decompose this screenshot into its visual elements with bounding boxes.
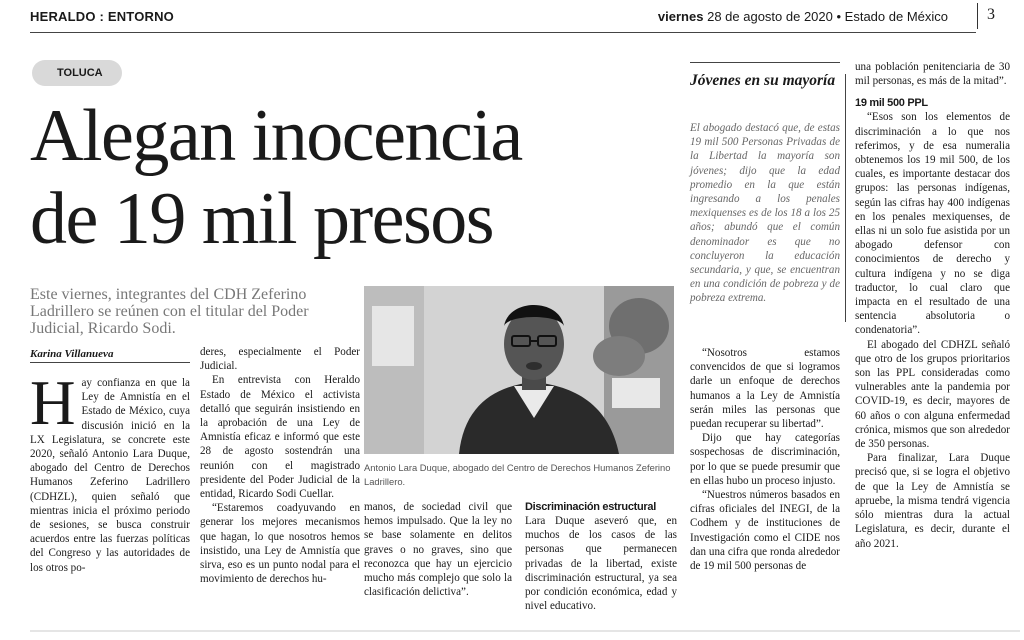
article-paragraph: manos, de sociedad civil que hemos impulsado. Que la ley no se base solamente en delitos graves o no graves, sino que reconozca que hay un ejercicio mucho más complejo que solo la clasificación delictiva”. [364,501,512,599]
section-tag: TOLUCA [32,60,122,86]
column-divider [845,74,846,322]
article-paragraph: Para finalizar, Lara Duque precisó que, si se logra el objetivo de que la Ley de Amnistía se apruebe, la misma tendrá vigencia sólo mientras dura la actual Legislatura, es decir, durante el año 2021. [855,452,1010,550]
issue-day: 28 de agosto de 2020 [707,9,833,24]
issue-weekday: viernes [657,9,704,24]
section-heading: Discriminación estructural [525,501,656,513]
drop-cap: H [30,368,76,438]
article-paragraph: El abogado del CDHZL señaló que otro de los grupos prioritarios son las PPL consideradas como vulnerables ante la pandemia por COVID-19, es decir, mayores de 60 años o con alguna enfermedad crónica, mismos que son alrededor de 350 personas. [855,338,1010,451]
article-paragraph: Dijo que hay categorías sospechosas de discriminación, por lo que se puede presumir que en ellas hubo un proceso injusto. [690,432,840,487]
sidebar-title: Jóvenes en su mayoría [690,72,836,89]
sidebar-rule [690,62,840,63]
article-paragraph: “Estaremos coadyuvando en generar los mejores mecanismos que hagan, lo que nosotros hemos insistido, una Ley de Amnistía que sirva, eso es un punto nodal para el movimiento de derechos hu- [200,502,360,586]
photo-caption: Antonio Lara Duque, abogado del Centro de Derechos Humanos Zeferino Ladrillero. [364,462,671,487]
article-paragraph: deres, especialmente el Poder Judicial. [200,346,360,373]
footer-rule [30,630,1020,632]
article-paragraph: “Nuestros números basados en cifras oficiales del INEGI, de la Codhem y de instituciones de Investigación como el CIDE nos dan una cifra que ronda alrededor de 19 mil 500 personas de [690,489,840,573]
byline-rule [30,362,190,363]
portrait-illustration [364,286,674,454]
article-column-1 [30,368,190,575]
sidebar-text: El abogado destacó que, de estas 19 mil 500 Personas Privadas de la Libertad la mayoría son jóvenes; dijo que la edad promedio en la que están ingresando a los penales mexiquenses es de los 18 a los 25 años; abundó que el común denominador es que no concluyeron la educación secundaria, y que, se encuentran en una condición de pobreza y de pobreza extrema. [690,122,840,305]
issue-location: • Estado de México [836,9,948,24]
header-rule [30,32,976,33]
headline-line-2: de 19 mil presos [30,178,494,260]
article-column-2 [200,345,360,586]
article-paragraph: una población penitenciaria de 30 mil personas, es más de la mitad”. [855,61,1010,88]
section-heading: 19 mil 500 PPL [855,97,928,110]
article-column-4 [525,500,677,613]
headline [30,95,670,261]
page-number-box [977,3,1021,29]
article-photo [364,286,674,454]
headline-line-1: Alegan inocencia [30,95,522,177]
section-name: HERALDO : ENTORNO [30,9,174,24]
article-column-6 [855,60,1010,551]
author-byline: Karina Villanueva [30,348,114,360]
article-paragraph: “Esos son los elementos de discriminación a lo que nos referimos, y de esa numeralia obtenemos los 19 mil 500, de los cuales, es importante destacar dos grupos: las personas indígenas, según las cifras hay 400 indígenas en los penales mexiquenses, de ellas ni un solo fue asistida por un abogado defensor con conocimientos de derecho y cultura indígena y no se diga traductor, lo cual claro que impacta en el resultado de una sentencia absolutoria o condenatoria”. [855,111,1010,337]
subheadline: Este viernes, integrantes del CDH Zeferino Ladrillero se reúnen con el titular del Poder Judicial, Ricardo Sodi. [30,286,309,337]
issue-date [658,9,948,24]
article-column-3 [364,500,512,599]
article-paragraph: En entrevista con Heraldo Estado de México el activista detalló que seguirán insistiendo en la aprobación de una Ley de Amnistía eficaz e informó que este 28 de agosto sostendrán una reunión con el magistrado presidente del Poder Judicial de la entidad, Ricardo Sodi Cuellar. [200,374,360,501]
article-paragraph: “Nosotros estamos convencidos de que si logramos darle un enfoque de derechos humanos a la Ley de Amnistía serán miles las personas que puedan recuperar su libertad”. [690,347,840,431]
page-number: 3 [987,6,995,23]
article-paragraph: ay confianza en que la Ley de Amnistía en el Estado de México, cuya discusión inició en la LX Legislatura, se concrete este 2020, señaló Antonio Lara Duque, abogado del Centro de Derechos Humanos Zeferino Ladrillero (CDHZL), quien señaló que mientras inicia el próximo periodo de sesiones, se busca construir acuerdos entre las fuerzas políticas del Congreso y las autoridades de los otros po- [30,377,190,574]
article-column-5 [690,346,840,573]
article-paragraph: Lara Duque aseveró que, en muchos de los casos de las personas que permanecen privadas de la libertad, existe discriminación estructural, ya sea por condición económica, edad y nivel educativo. [525,515,677,613]
